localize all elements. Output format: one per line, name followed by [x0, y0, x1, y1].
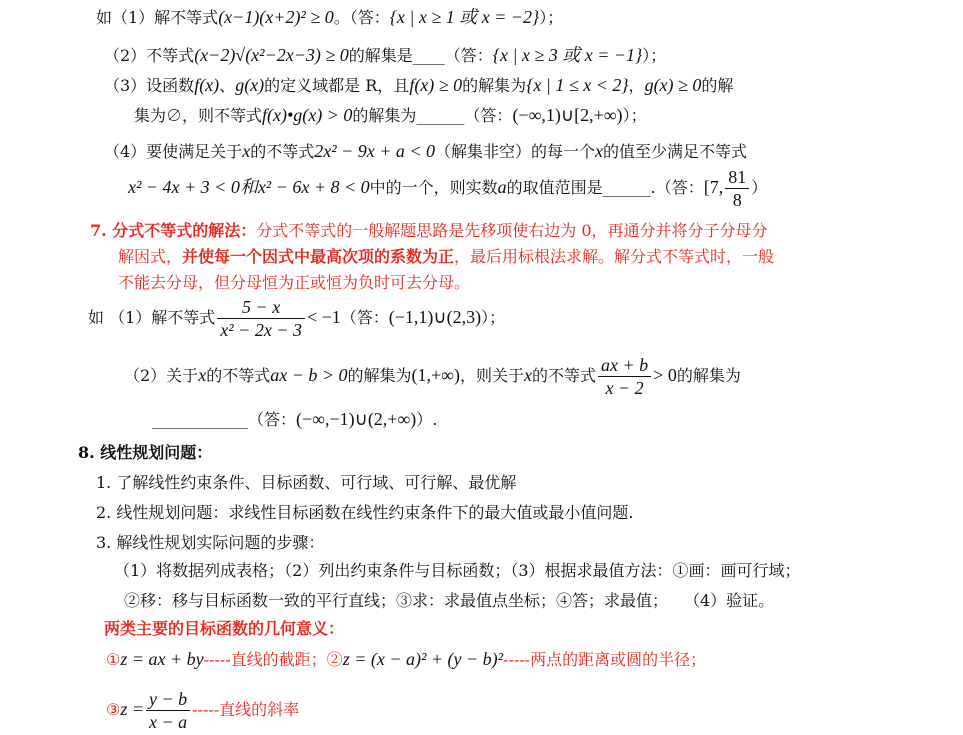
s6-q4-math2: x² − 4x + 3 < 0和x² − 6x + 8 < 0 [128, 177, 370, 197]
s7-q1-answer: (−1,1)∪(2,3) [388, 307, 482, 327]
s6-q4-line1 [104, 140, 747, 163]
s7-q2-end: ）. [416, 410, 438, 429]
s6-q3-text-c: 的解集为 [462, 76, 527, 95]
s6-q4-var: a [497, 177, 507, 197]
s8-geo-1-math: z = ax + by [120, 649, 204, 669]
s6-q3-text-d: 的解 [701, 76, 734, 95]
s6-q4-x: x [242, 141, 251, 161]
s6-q2-mid: 的解集是____（答： [348, 46, 493, 65]
s7-text-2b: ，最后用标根法求解。解分式不等式时，一般 [454, 247, 775, 266]
s8-geo-3-index: ③ [106, 700, 121, 719]
s8-geo-2-index: ② [326, 650, 343, 669]
s6-q3-sep2: ， [628, 76, 645, 95]
s8-geo-2-math: z = (x − a)² + (y − b)² [342, 649, 504, 669]
s8-steps-line1: （1）将数据列成表格；（2）列出约束条件与目标函数；（3）根据求最值方法：①画：画可行域； [114, 561, 801, 580]
s6-q4-text-e: 中的一个，则实数 [369, 178, 498, 197]
s6-q3-set: {x | 1 ≤ x < 2} [526, 75, 629, 95]
s8-geo-3-num: y − b [146, 688, 190, 711]
s6-q1-prefix: 如（1）解不等式 [96, 8, 219, 27]
s7-q1-suffix: ）； [481, 308, 506, 327]
s6-q4-x2: x [595, 141, 604, 161]
s7-q1-prefix: 如 （1）解不等式 [88, 308, 216, 327]
s6-q1-suffix: ）； [539, 8, 564, 27]
s8-geo-2-text: -----两点的距离或圆的半径； [503, 650, 707, 669]
s6-q4-line2 [128, 166, 767, 211]
s7-q2-rhs: > 0 [653, 365, 677, 385]
s8-item-2: 2. 线性规划问题：求线性目标函数在线性约束条件下的最大值或最小值问题. [96, 503, 634, 522]
s7-q2-text-a: （2）关于 [124, 366, 199, 385]
s6-q2-math: (x−2)√(x²−2x−3) ≥ 0 [194, 45, 349, 65]
s6-q1-ans-label: 。（答： [333, 8, 390, 27]
s6-q3-cond: f(x) ≥ 0 [409, 75, 463, 95]
s7-q2-answer: (−∞,−1)∪(2,+∞) [296, 409, 417, 429]
s7-q2-line2 [152, 408, 437, 431]
s6-q4-text-c: （解集非空）的每一个 [435, 142, 596, 161]
s6-q4-ans-pre: [7, [703, 177, 724, 197]
s7-q2-text-d: ，则关于 [460, 366, 525, 385]
s8-steps-line2: ②移：移与目标函数一致的平行直线；③求：求最值点坐标；④答；求最值； （4）验证。 [124, 591, 775, 610]
s7-text-1: 分式不等式的一般解题思路是先移项使右边为 0，再通分并将分子分母分 [256, 221, 768, 240]
s6-q3-sep: 、 [219, 76, 236, 95]
s7-q1-num: 5 − x [217, 296, 305, 319]
s6-q3-answer: (−∞,1)∪[2,+∞) [512, 105, 623, 125]
s6-q4-text-d: 的值至少满足不等式 [603, 142, 748, 161]
s7-text-2a: 解因式， [118, 247, 183, 266]
s7-q1-rhs: < −1 [306, 307, 341, 327]
s8-geo-3-den: x − a [149, 712, 188, 732]
s6-q4-text-b: 的不等式 [250, 142, 315, 161]
s6-q3-end: ）； [622, 106, 647, 125]
s6-q1-math: (x−1)(x+2)² ≥ 0 [218, 7, 334, 27]
s7-line2 [118, 246, 774, 268]
s6-q4-text-a: （4）要使满足关于 [104, 142, 243, 161]
s7-q2-text-e: 的不等式 [532, 366, 597, 385]
s7-q2-ans-label: （答： [248, 410, 297, 429]
s6-q3-fx: f(x) [194, 75, 220, 95]
s6-q1-answer: {x | x ≥ 1 或 x = −2} [389, 7, 540, 27]
s8-geo-1-2 [106, 648, 706, 671]
s7-q2-x: x [198, 365, 207, 385]
s7-q2-den: x − 2 [605, 378, 644, 398]
s8-geo-3 [106, 688, 299, 733]
s7-q1-ans-label: （答： [340, 308, 389, 327]
s6-q1 [96, 6, 563, 29]
s8-geo-3-fraction [146, 688, 190, 733]
s8-geo-1-index: ① [106, 650, 121, 669]
s8-geo-1-text: -----直线的截距； [203, 650, 327, 669]
s7-q2-line1 [124, 354, 741, 399]
s6-q2-answer: {x | x ≥ 3 或 x = −1} [492, 45, 643, 65]
s7-line1 [90, 220, 768, 242]
s8-geo-title: 两类主要的目标函数的几何意义： [104, 619, 345, 638]
s6-q2-suffix: ）； [642, 46, 667, 65]
s7-text-2-bold: 并使每一个因式中最高次项的系数为正 [182, 247, 455, 266]
s7-line3 [118, 272, 470, 294]
s8-geo-3-lhs: z = [120, 699, 144, 719]
s7-q2-text-c: 的解集为 [347, 366, 412, 385]
s6-q4-text-f: 的取值范围是______.（答： [506, 178, 704, 197]
s6-q3-line2 [134, 104, 647, 127]
s6-q4-math: 2x² − 9x + a < 0 [314, 141, 436, 161]
s7-q2-text-f: 的解集为 [676, 366, 741, 385]
s6-q3-text-e: 集为∅，则不等式 [134, 106, 263, 125]
s8-title: 8. 线性规划问题： [78, 443, 213, 462]
s7-title: 7. 分式不等式的解法： [90, 221, 257, 240]
s6-q4-ans-num: 81 [725, 166, 749, 189]
s6-q3-text-f: 的解集为______（答： [352, 106, 513, 125]
s7-q1-den: x² − 2x − 3 [220, 320, 302, 340]
s7-q2-text-b: 的不等式 [206, 366, 271, 385]
s6-q3-cond2: g(x) ≥ 0 [644, 75, 702, 95]
s7-q2-set: (1,+∞) [411, 365, 460, 385]
s8-item-3: 3. 解线性规划实际问题的步骤： [96, 533, 325, 552]
s7-q2-num: ax + b [598, 354, 651, 377]
s6-q4-ans-den: 8 [732, 190, 742, 210]
s7-q2-math: ax − b > 0 [270, 365, 348, 385]
s6-q3-text-a: （3）设函数 [104, 76, 195, 95]
s8-item-1: 1. 了解线性约束条件、目标函数、可行域、可行解、最优解 [96, 473, 517, 492]
s6-q3-line1 [104, 74, 733, 97]
s8-geo-3-text: -----直线的斜率 [192, 700, 300, 719]
s6-q4-ans-fraction [725, 166, 749, 211]
s7-q2-fraction [598, 354, 651, 399]
s6-q3-gx: g(x) [235, 75, 265, 95]
s7-q2-x2: x [524, 365, 533, 385]
s6-q2 [104, 44, 666, 67]
s6-q3-math: f(x)•g(x) > 0 [262, 105, 353, 125]
s6-q3-text-b: 的定义域都是 R，且 [264, 76, 410, 95]
s7-q1-fraction [217, 296, 305, 341]
s6-q2-prefix: （2）不等式 [104, 46, 195, 65]
s7-q2-blank: ____________ [152, 410, 248, 429]
s6-q4-end: ） [751, 178, 768, 197]
s7-text-3: 不能去分母，但分母恒为正或恒为负时可去分母。 [118, 273, 471, 292]
s7-q1 [88, 296, 505, 341]
